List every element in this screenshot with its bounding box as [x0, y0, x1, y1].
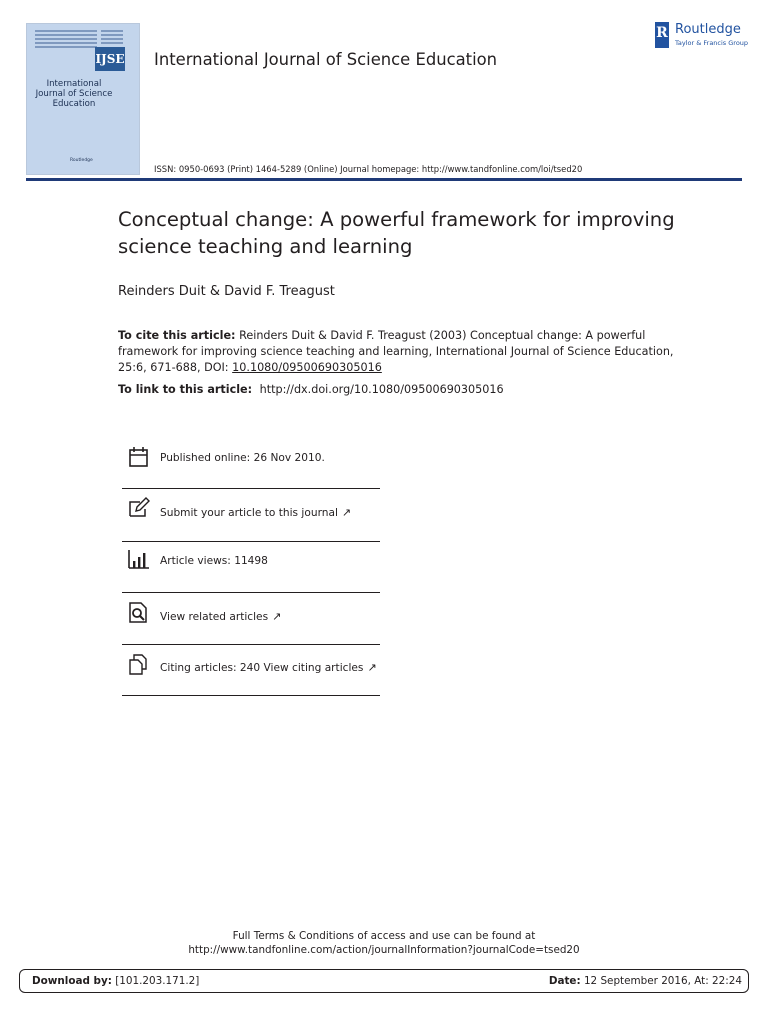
publisher-logo [655, 22, 755, 52]
terms-url[interactable]: http://www.tandfonline.com/action/journalInformation?journalCode=tsed20 [188, 944, 580, 956]
citation-text: Reinders Duit & David F. Treagust (2003) Conceptual change: A powerful framework for improving science teaching and learning, International Journal of Science Education, 25:6, 671-688, DOI: [118, 329, 674, 374]
related-articles-item[interactable] [122, 602, 380, 648]
divider [122, 541, 380, 542]
calendar-icon [128, 446, 152, 470]
cover-code: IJSE [95, 47, 125, 71]
published-online-item [122, 446, 380, 492]
citation-label: To cite this article: [118, 329, 236, 342]
citation-block [118, 328, 678, 376]
article-title: Conceptual change: A powerful framework for improving science teaching and learning [118, 208, 675, 258]
divider [122, 488, 380, 489]
published-online-text: Published online: 26 Nov 2010. [160, 452, 325, 464]
journal-cover-image [26, 23, 140, 175]
cover-decoration [101, 28, 123, 44]
article-views-text: Article views: 11498 [160, 555, 268, 567]
download-info-bar [19, 969, 749, 993]
terms-notice [0, 929, 768, 957]
divider [122, 695, 380, 696]
related-articles-link[interactable]: View related articles ↗ [160, 610, 282, 623]
terms-line: Full Terms & Conditions of access and use can be found at [232, 930, 536, 942]
header-divider [26, 178, 742, 181]
cover-title: International Journal of Science Education [35, 79, 113, 109]
submit-article-link[interactable]: Submit your article to this journal ↗ [160, 506, 352, 519]
download-date: Date: 12 September 2016, At: 22:24 [548, 975, 742, 987]
article-link-block [118, 383, 504, 396]
article-doi-url[interactable]: http://dx.doi.org/10.1080/09500690305016 [259, 383, 504, 396]
download-by: Download by: [101.203.171.2] [32, 975, 200, 987]
external-link-icon: ↗ [272, 610, 282, 623]
edit-icon [128, 497, 152, 521]
citation-doi-link[interactable]: 10.1080/09500690305016 [232, 361, 382, 374]
external-link-icon: ↗ [367, 661, 377, 674]
external-link-icon: ↗ [341, 506, 352, 519]
divider [122, 592, 380, 593]
citing-documents-icon [128, 654, 152, 678]
citing-articles-item[interactable] [122, 654, 380, 700]
cover-publisher: Routledge [70, 158, 93, 163]
citing-articles-link[interactable]: Citing articles: 240 View citing articles ↗ [160, 661, 377, 674]
routledge-logo-icon: R [655, 22, 669, 48]
article-views-item [122, 549, 380, 595]
publisher-name: Routledge [675, 22, 741, 37]
submit-article-item[interactable] [122, 497, 380, 543]
bar-chart-icon [128, 549, 152, 573]
issn-homepage-line[interactable]: ISSN: 0950-0693 (Print) 1464-5289 (Online) Journal homepage: http://www.tandfonline.com/loi/tsed20 [154, 164, 583, 174]
magnifier-icon [128, 602, 152, 626]
link-label: To link to this article: [118, 383, 253, 396]
publisher-group: Taylor & Francis Group [675, 39, 749, 47]
divider [122, 644, 380, 645]
journal-name: International Journal of Science Education [154, 50, 498, 69]
article-authors: Reinders Duit & David F. Treagust [118, 284, 335, 299]
cover-decoration [35, 28, 97, 48]
